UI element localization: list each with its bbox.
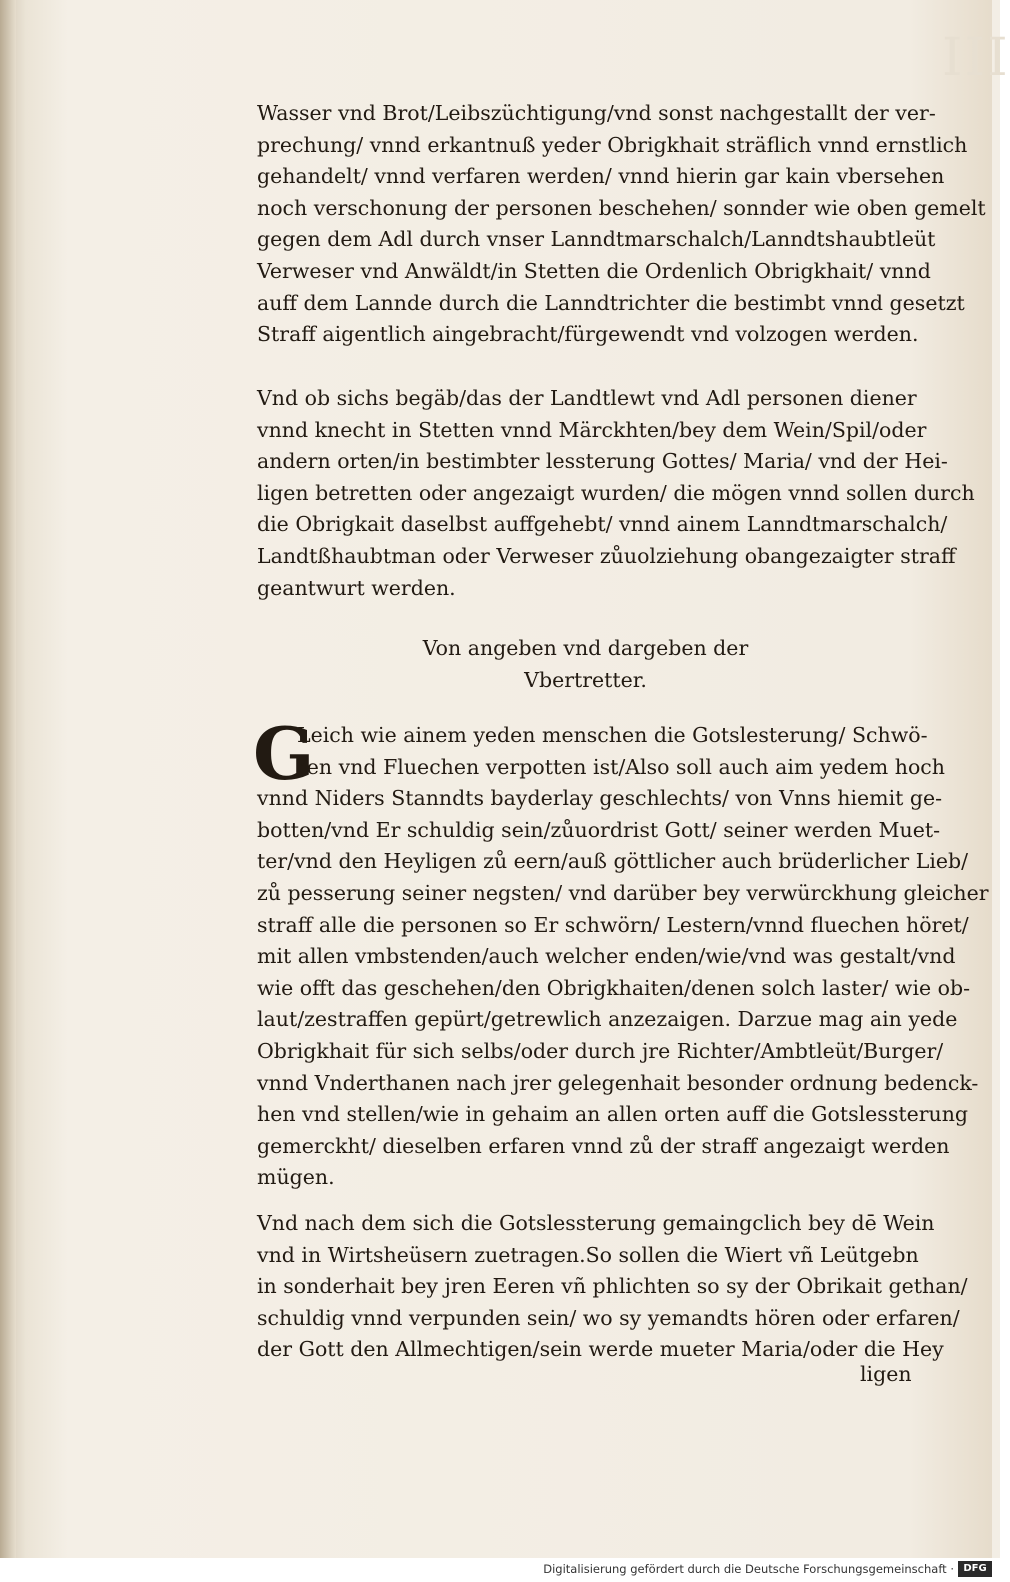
text-line: Wasser vnd Brot/Leibszüchtigung/vnd sonst nachgestallt der ver-: [257, 101, 936, 125]
text-line: Verweser vnd Anwäldt/in Stetten die Ordenlich Obrigkhait/ vnnd: [257, 258, 931, 283]
text-line: gehandelt/ vnnd verfaren werden/ vnnd hierin gar kain vbersehen: [257, 164, 945, 189]
text-line: laut/zestraffen gepürt/getrewlich anzezaigen. Darzue mag ain yede: [257, 1007, 958, 1032]
catchword: ligen: [860, 1362, 912, 1386]
text-line: gegen dem Adl durch vnser Lanndtmarschalch/Lanndtshaubtleüt: [257, 227, 936, 252]
text-line: straff alle die personen so Er schwörn/ Lestern/vnnd fluechen höret/: [257, 912, 969, 937]
text-line: ligen betretten oder angezaigt wurden/ die mögen vnnd sollen durch: [257, 480, 975, 505]
text-line: hen vnd stellen/wie in gehaim an allen orten auff die Gotslessterung: [257, 1102, 969, 1127]
text-line: vnnd Niders Stanndts bayderlay geschlechts/ von Vnns hiemit ge-: [257, 786, 943, 811]
text-line: vnnd Vnderthanen nach jrer gelegenhait besonder ordnung bedenck-: [257, 1070, 979, 1095]
text-line: Vnd ob sichs begäb/das der Landtlewt vnd Adl personen diener: [257, 386, 917, 410]
text-line: die Obrigkait daselbst auffgehebt/ vnnd ainem Lanndtmarschalch/: [257, 512, 948, 537]
text-line: der Gott den Allmechtigen/sein werde mueter Maria/oder die Hey: [257, 1337, 944, 1362]
paragraph-2: [257, 383, 975, 604]
text-line: mügen.: [257, 1165, 335, 1190]
text-line: wie offt das geschehen/den Obrigkhaiten/denen solch laster/ wie ob-: [257, 975, 971, 1000]
text-line: zů pesserung seiner negsten/ vnd darüber bey verwürckhung gleicher: [257, 880, 989, 905]
faint-corner-mark: III: [942, 28, 1010, 88]
paragraph-4: [257, 1208, 968, 1366]
text-line: vnd in Wirtsheüsern zuetragen.So sollen die Wiert vñ Leütgebn: [257, 1242, 919, 1267]
text-line: noch verschonung der personen beschehen/ sonnder wie oben gemelt: [257, 195, 986, 220]
text-line: vnnd knecht in Stetten vnnd Märckhten/bey dem Wein/Spil/oder: [257, 417, 927, 442]
text-line: gemerckht/ dieselben erfaren vnnd zů der straff angezaigt werden: [257, 1133, 950, 1158]
text-line: Vnd nach dem sich die Gotslessterung gemaingclich bey dē Wein: [257, 1211, 935, 1235]
text-line: ren vnd Fluechen verpotten ist/Also soll auch aim yedem hoch: [297, 754, 945, 779]
decorative-initial: G: [253, 711, 315, 796]
text-line: Leich wie ainem yeden menschen die Gotslesterung/ Schwö-: [297, 723, 928, 747]
dfg-logo-icon: DFG: [958, 1561, 992, 1577]
text-line: botten/vnd Er schuldig sein/zůuordrist Gott/ seiner werden Muet-: [257, 817, 941, 842]
binding-shadow: [0, 0, 16, 1558]
paragraph-3: [257, 720, 989, 1194]
text-line: Obrigkhait für sich selbs/oder durch jre Richter/Ambtleüt/Burger/: [257, 1038, 944, 1063]
text-line: geantwurt werden.: [257, 575, 456, 600]
text-line: in sonderhait bey jren Eeren vñ phlichten so sy der Obrikait gethan/: [257, 1274, 968, 1299]
text-line: schuldig vnnd verpunden sein/ wo sy yemandts hören oder erfaren/: [257, 1305, 960, 1330]
paragraph-1: [257, 98, 986, 351]
text-line: Straff aigentlich aingebracht/fürgewendt vnd volzogen werden.: [257, 322, 919, 347]
section-heading: [257, 632, 914, 696]
footer-bar: [0, 1558, 1000, 1582]
funding-notice: Digitalisierung gefördert durch die Deutsche Forschungsgemeinschaft ·: [543, 1562, 954, 1576]
text-line: auff dem Lannde durch die Lanndtrichter die bestimbt vnnd gesetzt: [257, 290, 965, 315]
text-line: andern orten/in bestimbter lessterung Gottes/ Maria/ vnd der Hei-: [257, 449, 948, 474]
text-line: ter/vnd den Heyligen zů eern/auß göttlicher auch brüderlicher Lieb/: [257, 849, 969, 874]
heading-line: Vbertretter.: [524, 668, 647, 692]
text-line: prechung/ vnnd erkantnuß yeder Obrigkhait sträflich vnnd ernstlich: [257, 132, 968, 157]
heading-line: Von angeben vnd dargeben der: [422, 636, 749, 660]
text-line: Landtßhaubtman oder Verweser zůuolziehung obangezaigter straff: [257, 543, 956, 568]
text-line: mit allen vmbstenden/auch welcher enden/wie/vnd was gestalt/vnd: [257, 944, 956, 969]
